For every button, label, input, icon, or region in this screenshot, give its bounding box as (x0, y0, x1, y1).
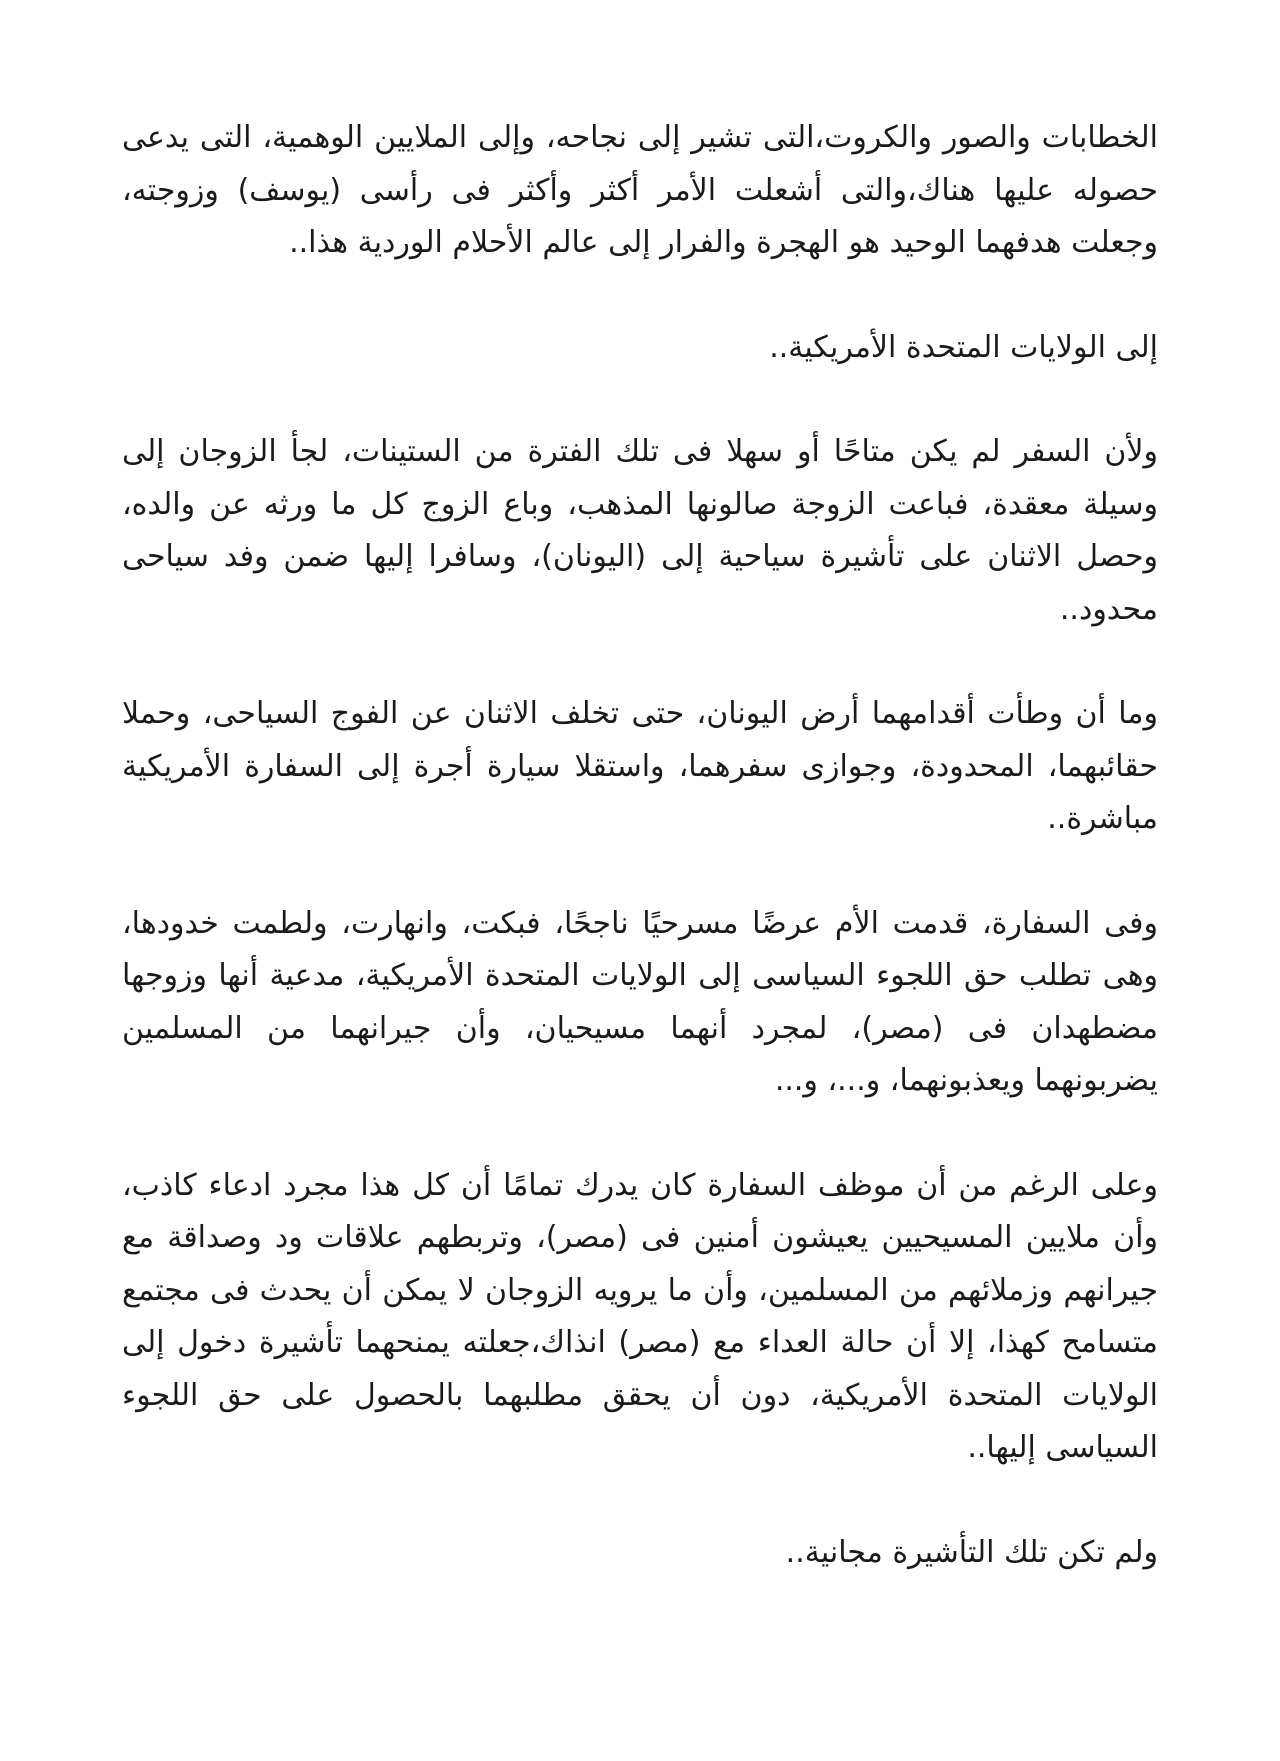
paragraph-4: وما أن وطأت أقدامهما أرض اليونان، حتى تخلف الاثنان عن الفوج السياحى، وحملا حقائبهما، المحدودة، وجوازى سفرهما، واستقلا سيارة أجرة إلى السفارة الأمريكية مباشرة.. (122, 696, 1158, 836)
paragraph-2: إلى الولايات المتحدة الأمريكية.. (769, 329, 1158, 365)
document-page (122, 112, 1158, 1579)
paragraph-7: ولم تكن تلك التأشيرة مجانية.. (785, 1534, 1158, 1570)
paragraph-1: الخطابات والصور والكروت،التى تشير إلى نجاحه، وإلى الملايين الوهمية، التى يدعى حصوله عليها هناك،والتى أشعلت الأمر أكثر وأكثر فى رأسى (يوسف) وزوجته، وجعلت هدفهما الوحيد هو الهجرة والفرار إلى عالم الأحلام الوردية هذا.. (122, 120, 1158, 260)
paragraph-5: وفى السفارة، قدمت الأم عرضًا مسرحيًا ناجحًا، فبكت، وانهارت، ولطمت خدودها، وهى تطلب حق اللجوء السياسى إلى الولايات المتحدة الأمريكية، مدعية أنها وزوجها مضطهدان فى (مصر)، لمجرد أنهما مسيحيان، وأن جيرانهما من المسلمين يضربونهما ويعذبونهما، و...، و... (122, 905, 1158, 1098)
paragraph-6: وعلى الرغم من أن موظف السفارة كان يدرك تمامًا أن كل هذا مجرد ادعاء كاذب، وأن ملايين المسيحيين يعيشون أمنين فى (مصر)، وتربطهم علاقات ود وصداقة مع جيرانهم وزملائهم من المسلمين، وأن ما يرويه الزوجان لا يمكن أن يحدث فى مجتمع متسامح كهذا، إلا أن حالة العداء مع (مصر) انذاك،جعلته يمنحهما تأشيرة دخول إلى الولايات المتحدة الأمريكية، دون أن يحقق مطلبهما بالحصول على حق اللجوء السياسى إليها.. (122, 1167, 1158, 1465)
paragraph-3: ولأن السفر لم يكن متاحًا أو سهلا فى تلك الفترة من الستينات، لجأ الزوجان إلى وسيلة معقدة، فباعت الزوجة صالونها المذهب، وباع الزوج كل ما ورثه عن والده، وحصل الاثنان على تأشيرة سياحية إلى (اليونان)، وسافرا إليها ضمن وفد سياحى محدود.. (122, 434, 1158, 627)
